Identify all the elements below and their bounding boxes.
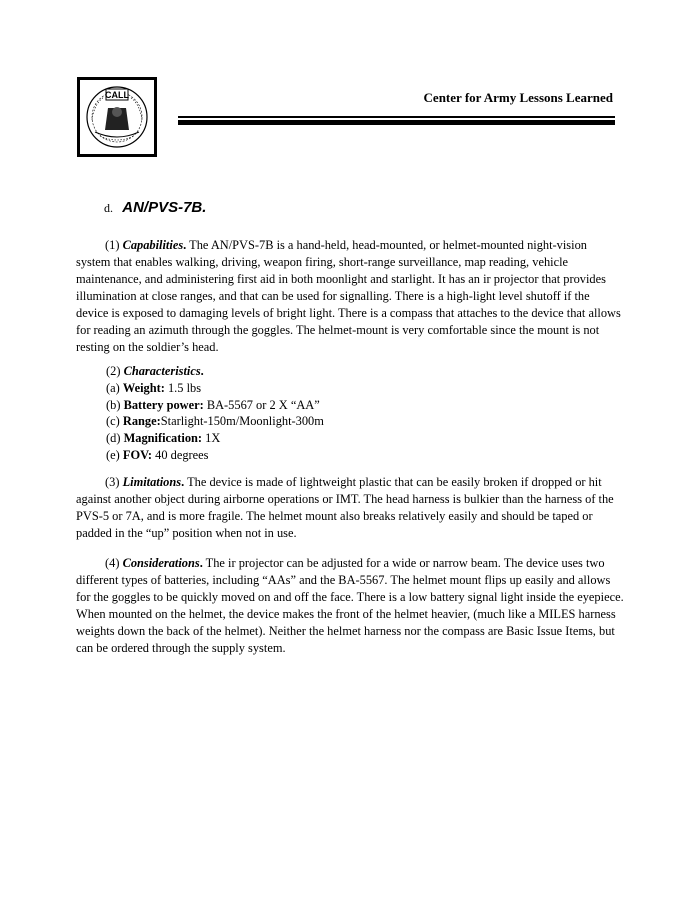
- limitations-text: The device is made of lightweight plastic that can be easily broken if dropped or hit against another object during airborne operations or IMT. The head harness is bulkier than the harness of the PVS-5 or 7A, and is more fragile. The helmet mount also breaks relatively easily and should be taped or padded in the “up” position when not in use.: [76, 475, 614, 540]
- capabilities-label: Capabilities: [122, 238, 184, 252]
- characteristics-number: (2): [106, 364, 121, 378]
- characteristics-label: Characteristics: [123, 364, 201, 378]
- considerations-paragraph: (4) Considerations. The ir projector can be adjusted for a wide or narrow beam. The device uses two different types of batteries, including “AAs” and the BA-5567. The helmet mount flips up easily and allows for the goggles to be quickly moved on and off the face. There is a low battery signal light inside the eyepiece. When mounted on the helmet, the device makes the front of the helmet heavier, (much like a MILES harness weights down the back of the helmet). Neither the helmet harness nor the compass are Basic Issue Items, but can be ordered through the supply system.: [76, 556, 624, 655]
- characteristic-value: BA-5567 or 2 X “AA”: [206, 397, 320, 412]
- characteristics-heading: (2) Characteristics.: [106, 364, 204, 378]
- considerations-label: Considerations: [122, 556, 200, 570]
- considerations-text: The ir projector can be adjusted for a wide or narrow beam. The device uses two different types of batteries, including “AAs” and the BA-5567. The helmet mount flips up easily and allows for the goggles to be quickly moved on and off the face. There is a low battery signal light inside the eyepiece. When mounted on the helmet, the device makes the front of the helmet heavier, (much like a MILES harness weights down the back of the helmet). Neither the helmet harness nor the compass are Basic Issue Items, but can be ordered through the supply system.: [76, 556, 624, 655]
- characteristics-list: [106, 363, 324, 464]
- header-rule: [178, 116, 615, 125]
- characteristic-label: Range:: [122, 414, 161, 429]
- list-item: (d) Magnification: 1X: [106, 431, 221, 446]
- section-title: AN/PVS-7B.: [122, 199, 207, 216]
- capabilities-text: The AN/PVS-7B is a hand-held, head-mounted, or helmet-mounted night-vision system that enables walking, driving, weapon firing, short-range surveillance, map reading, vehicle maintenance, and administering first aid in both moonlight and starlight. It has an ir projector that provides illumination at close ranges, and that can be used for signalling. There is a high-light level shutoff if the device is exposed to damaging levels of bright light. There is a compass that attaches to the device that allows for reading an azimuth through the goggles. The helmet-mount is very comfortable since the mount is not resting on the soldier’s head.: [76, 238, 621, 354]
- characteristic-value: 1.5 lbs: [167, 380, 202, 395]
- characteristic-label: Magnification:: [123, 431, 203, 446]
- call-emblem-icon: [80, 80, 154, 154]
- list-item: (e) FOV: 40 degrees: [106, 447, 209, 462]
- capabilities-number: (1): [105, 238, 120, 252]
- section-letter: d.: [104, 201, 113, 215]
- limitations-paragraph: (3) Limitations. The device is made of lightweight plastic that can be easily broken if dropped or hit against another object during airborne operations or IMT. The head harness is bulkier than the harness of the PVS-5 or 7A, and is more fragile. The helmet mount also breaks relatively easily and should be taped or padded in the “up” position when not in use.: [76, 475, 614, 540]
- call-logo: [77, 77, 157, 157]
- characteristic-value: 40 degrees: [155, 447, 209, 462]
- section-heading: [104, 199, 206, 216]
- characteristic-label: Battery power:: [123, 397, 204, 412]
- limitations-label: Limitations: [122, 475, 182, 489]
- limitations-number: (3): [105, 475, 120, 489]
- characteristic-label: FOV:: [122, 447, 153, 462]
- list-item: (b) Battery power: BA-5567 or 2 X “AA”: [106, 397, 320, 412]
- capabilities-paragraph: (1) Capabilities. The AN/PVS-7B is a hand-held, head-mounted, or helmet-mounted night-vision system that enables walking, driving, weapon firing, short-range surveillance, map reading, vehicle maintenance, and administering first aid in both moonlight and starlight. It has an ir projector that provides illumination at close ranges, and that can be used for signalling. There is a high-light level shutoff if the device is exposed to damaging levels of bright light. There is a compass that attaches to the device that allows for reading an azimuth through the goggles. The helmet-mount is very comfortable since the mount is not resting on the soldier’s head.: [76, 238, 621, 354]
- characteristic-value: Starlight-150m/Moonlight-300m: [160, 414, 324, 429]
- considerations-number: (4): [105, 556, 120, 570]
- characteristic-value: 1X: [205, 431, 221, 446]
- logo-text: CALL: [105, 90, 129, 100]
- header-title: Center for Army Lessons Learned: [423, 90, 613, 105]
- list-item: (a) Weight: 1.5 lbs: [106, 380, 202, 395]
- characteristic-label: Weight:: [122, 380, 165, 395]
- list-item: (c) Range:Starlight-150m/Moonlight-300m: [106, 414, 324, 429]
